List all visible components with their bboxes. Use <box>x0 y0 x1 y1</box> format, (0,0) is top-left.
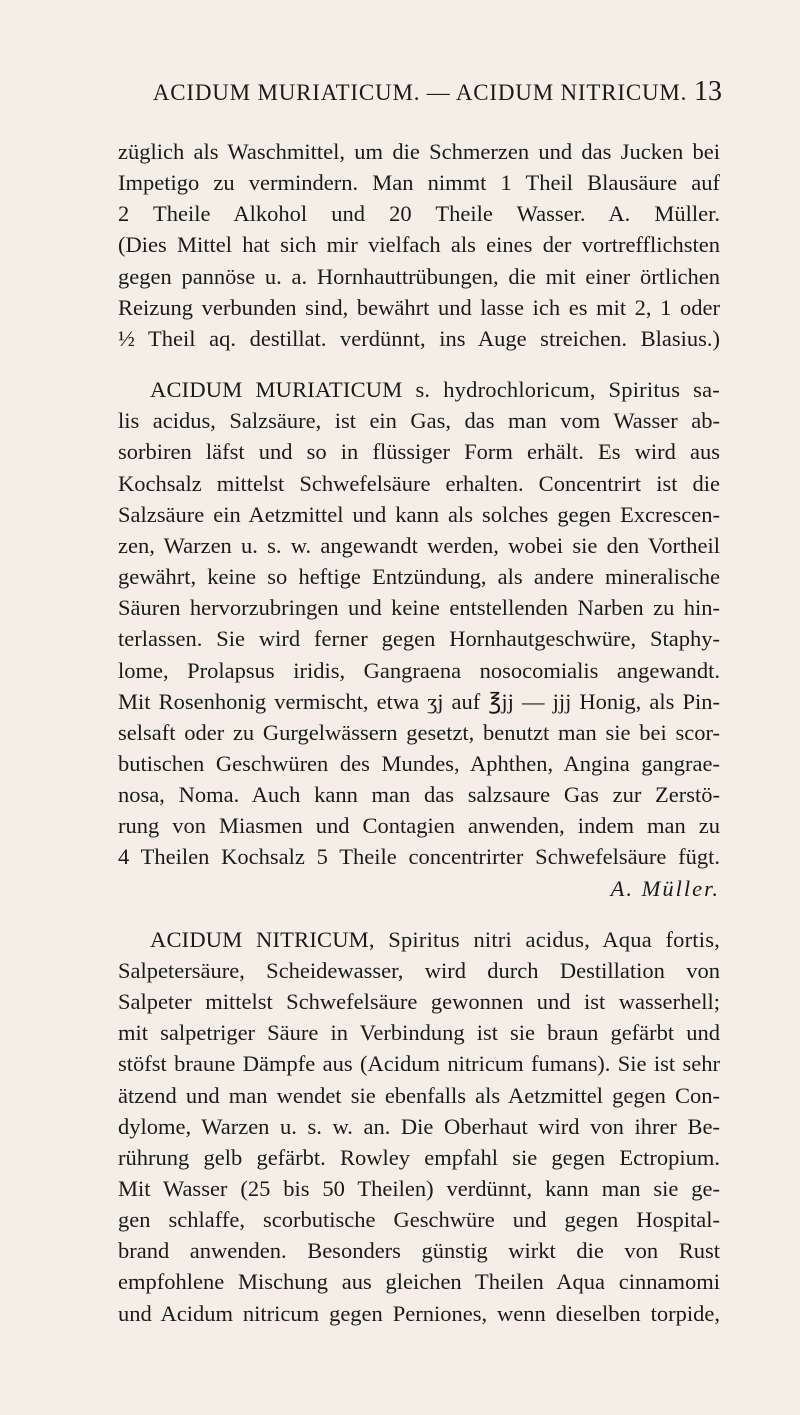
text-line: gen schlaffe, scorbutische Geschwüre und gegen Hospital- <box>118 1207 720 1233</box>
text-line: stöfst braune Dämpfe aus (Acidum nitricum fumans). Sie ist sehr <box>118 1051 720 1077</box>
text-line: nosa, Noma. Auch kann man das salzsaure Gas zur Zerstö- <box>118 782 720 808</box>
text-line: Mit Wasser (25 bis 50 Theilen) verdünnt, kann man sie ge- <box>118 1176 720 1201</box>
text-line: 4 Theilen Kochsalz 5 Theile concentrirter Schwefelsäure fügt. <box>118 844 720 870</box>
text-line: Mit Rosenhonig vermischt, etwa ʒj auf ℥jj — jjj Honig, als Pin- <box>118 688 720 714</box>
page-number: 13 <box>694 76 722 107</box>
text-line: dylome, Warzen u. s. w. an. Die Oberhaut wird von ihrer Be- <box>118 1113 720 1139</box>
text-line: rung von Miasmen und Contagien anwenden, indem man zu <box>118 813 720 839</box>
text-line: brand anwenden. Besonders günstig wirkt die von Rust <box>118 1238 720 1264</box>
text-line: 2 Theile Alkohol und 20 Theile Wasser. A. Müller. <box>118 201 720 227</box>
text-line: lome, Prolapsus iridis, Gangraena nosocomialis angewandt. <box>118 657 720 683</box>
text-line: mit salpetriger Säure in Verbindung ist sie braun gefärbt und <box>118 1020 720 1046</box>
text-line: Salpetersäure, Scheidewasser, wird durch Destillation von <box>118 957 720 983</box>
entry-heading-line: ACIDUM NITRICUM, Spiritus nitri acidus, Aqua fortis, <box>150 926 720 952</box>
entry-acidum-nitricum <box>118 924 720 1329</box>
text-line: gewährt, keine so heftige Entzündung, als andere mineralische <box>118 564 720 590</box>
text-line: und Acidum nitricum gegen Perniones, wenn dieselben torpide, <box>118 1300 720 1326</box>
entry-heading-line: ACIDUM MURIATICUM s. hydrochloricum, Spiritus sa- <box>150 377 720 403</box>
text-line: ½ Theil aq. destillat. verdünnt, ins Auge streichen. Blasius.) <box>118 325 720 351</box>
text-line: Impetigo zu vermindern. Man nimmt 1 Theil Blausäure auf <box>118 170 720 196</box>
text-line: Reizung verbunden sind, bewährt und lasse ich es mit 2, 1 oder <box>118 294 720 320</box>
text-line: selsaft oder zu Gurgelwässern gesetzt, benutzt man sie bei scor- <box>118 719 720 745</box>
text-line: zen, Warzen u. s. w. angewandt werden, wobei sie den Vortheil <box>118 532 720 558</box>
body-text <box>118 136 720 1329</box>
running-title: ACIDUM MURIATICUM. — ACIDUM NITRICUM. <box>152 80 688 105</box>
text-line: (Dies Mittel hat sich mir vielfach als eines der vortrefflichsten <box>118 232 720 258</box>
text-line: rührung gelb gefärbt. Rowley empfahl sie gegen Ectropium. <box>118 1144 720 1170</box>
author-signature: A. Müller. <box>610 875 720 901</box>
entry-acidum-muriaticum <box>118 374 720 904</box>
text-line: sorbiren läfst und so in flüssiger Form erhält. Es wird aus <box>118 439 720 465</box>
entry-continuation <box>118 136 720 354</box>
text-line: terlassen. Sie wird ferner gegen Hornhautgeschwüre, Staphy- <box>118 626 720 652</box>
text-line: Salzsäure ein Aetzmittel und kann als solches gegen Excrescen- <box>118 501 720 527</box>
text-line: Säuren hervorzubringen und keine entstellenden Narben zu hin- <box>118 595 720 621</box>
text-line: lis acidus, Salzsäure, ist ein Gas, das man vom Wasser ab- <box>118 408 720 434</box>
text-line: gegen pannöse u. a. Hornhauttrübungen, die mit einer örtlichen <box>118 263 720 289</box>
entry-spacer <box>118 904 720 924</box>
text-line: ätzend und man wendet sie ebenfalls als Aetzmittel gegen Con- <box>118 1082 720 1108</box>
entry-spacer <box>118 354 720 374</box>
text-line: züglich als Waschmittel, um die Schmerzen und das Jucken bei <box>118 139 720 164</box>
text-line: empfohlene Mischung aus gleichen Theilen Aqua cinnamomi <box>118 1269 720 1295</box>
text-line: Kochsalz mittelst Schwefelsäure erhalten. Concentrirt ist die <box>118 470 720 496</box>
text-line: butischen Geschwüren des Mundes, Aphthen, Angina gangrae- <box>118 750 720 776</box>
running-header <box>118 76 722 120</box>
text-line: Salpeter mittelst Schwefelsäure gewonnen und ist wasserhell; <box>118 989 720 1015</box>
